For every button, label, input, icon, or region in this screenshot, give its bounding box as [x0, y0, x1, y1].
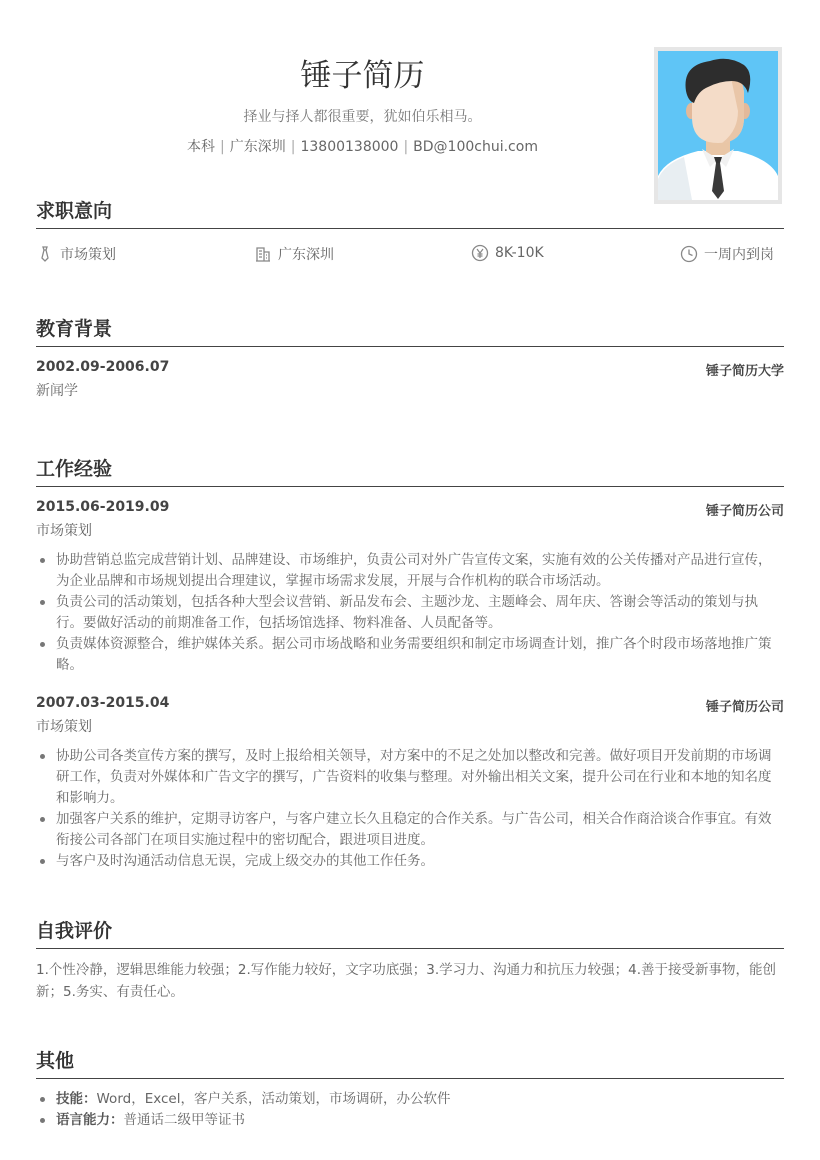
work-duties-list	[36, 746, 784, 872]
work-duties-list	[36, 550, 784, 676]
education-school: 锤子简历大学	[705, 364, 784, 379]
intent-availability-text: 一周内到岗	[704, 247, 774, 263]
section-title-intent: 求职意向	[36, 200, 113, 222]
clock-icon	[680, 245, 698, 263]
list-item: 协助营销总监完成营销计划、品牌建设、市场维护，负责公司对外广告宣传文案，实施有效的公关传播对产品进行宣传，为企业品牌和市场规划提出合理建议，掌握市场需求发展，开展与合作机构的联合市场活动。	[36, 550, 784, 592]
resume-motto: 择业与择人都很重要，犹如伯乐相马。	[243, 109, 482, 125]
contact-separator: |	[220, 139, 225, 155]
intent-city	[254, 244, 334, 264]
section-title-work: 工作经验	[36, 458, 113, 480]
building-icon	[254, 245, 272, 263]
work-date: 2015.06-2019.09	[36, 499, 170, 515]
list-item	[36, 1110, 784, 1131]
skills-value: Word，Excel，客户关系，活动策划，市场调研，办公软件	[96, 1091, 451, 1107]
contact-separator: |	[290, 139, 296, 155]
intent-position-text: 市场策划	[60, 247, 116, 263]
education-major: 新闻学	[36, 383, 78, 399]
contact-location: 广东深圳	[229, 139, 286, 155]
intent-availability	[680, 244, 774, 264]
work-date: 2007.03-2015.04	[36, 695, 170, 711]
intent-city-text: 广东深圳	[278, 247, 334, 263]
list-item: 负责公司的活动策划，包括各种大型会议营销、新品发布会、主题沙龙、主题峰会、周年庆、答谢会等活动的策划与执行。要做好活动的前期准备工作，包括场馆选择、物料准备、人员配备等。	[36, 592, 784, 634]
work-company: 锤子简历公司	[705, 700, 784, 715]
list-item	[36, 1089, 784, 1110]
self-eval-text: 1.个性冷静，逻辑思维能力较强；2.写作能力较好，文字功底强；3.学习力、沟通力和抗压力较强；4.善于接受新事物，能创新；5.务实、有责任心。	[36, 962, 777, 1000]
list-item: 协助公司各类宣传方案的撰写，及时上报给相关领导，对方案中的不足之处加以整改和完善。做好项目开发前期的市场调研工作，负责对外媒体和广告文字的撰写，广告资料的收集与整理。对外输出相关文案，提升公司在行业和本地的知名度和影响力。	[36, 746, 784, 809]
section-title-education: 教育背景	[36, 318, 113, 340]
contact-degree: 本科	[187, 139, 216, 155]
language-value: 普通话二级甲等证书	[123, 1112, 245, 1128]
intent-salary-text: 8K-10K	[495, 245, 544, 261]
list-item: 与客户及时沟通活动信息无误，完成上级交办的其他工作任务。	[36, 851, 784, 872]
section-title-other: 其他	[36, 1050, 75, 1072]
list-item: 加强客户关系的维护，定期寻访客户，与客户建立长久且稳定的合作关系。与广告公司，相关合作商洽谈合作事宜。有效衔接公司各部门在项目实施过程中的密切配合，跟进项目进度。	[36, 809, 784, 851]
tie-icon	[36, 245, 54, 263]
other-list	[36, 1089, 784, 1131]
work-company: 锤子简历公司	[705, 504, 784, 519]
contact-line	[0, 136, 725, 156]
work-role: 市场策划	[36, 719, 92, 735]
resume-name: 锤子简历	[300, 58, 425, 94]
section-divider	[36, 346, 784, 347]
section-divider	[36, 486, 784, 487]
section-divider	[36, 1078, 784, 1079]
education-date: 2002.09-2006.07	[36, 359, 170, 375]
skills-label: 技能：	[56, 1091, 97, 1107]
intent-position	[36, 244, 116, 264]
section-divider	[36, 228, 784, 229]
avatar-illustration	[658, 51, 778, 200]
language-label: 语言能力：	[56, 1112, 124, 1128]
profile-photo	[654, 47, 782, 204]
intent-salary	[471, 244, 544, 262]
contact-phone: 13800138000	[300, 139, 399, 155]
yen-icon	[471, 244, 489, 262]
list-item: 负责媒体资源整合，维护媒体关系。据公司市场战略和业务需要组织和制定市场调查计划，推广各个时段市场落地推广策略。	[36, 634, 784, 676]
contact-email: BD@100chui.com	[413, 139, 538, 155]
section-title-self-eval: 自我评价	[36, 920, 113, 942]
work-role: 市场策划	[36, 523, 92, 539]
section-divider	[36, 948, 784, 949]
contact-separator: |	[403, 139, 409, 155]
